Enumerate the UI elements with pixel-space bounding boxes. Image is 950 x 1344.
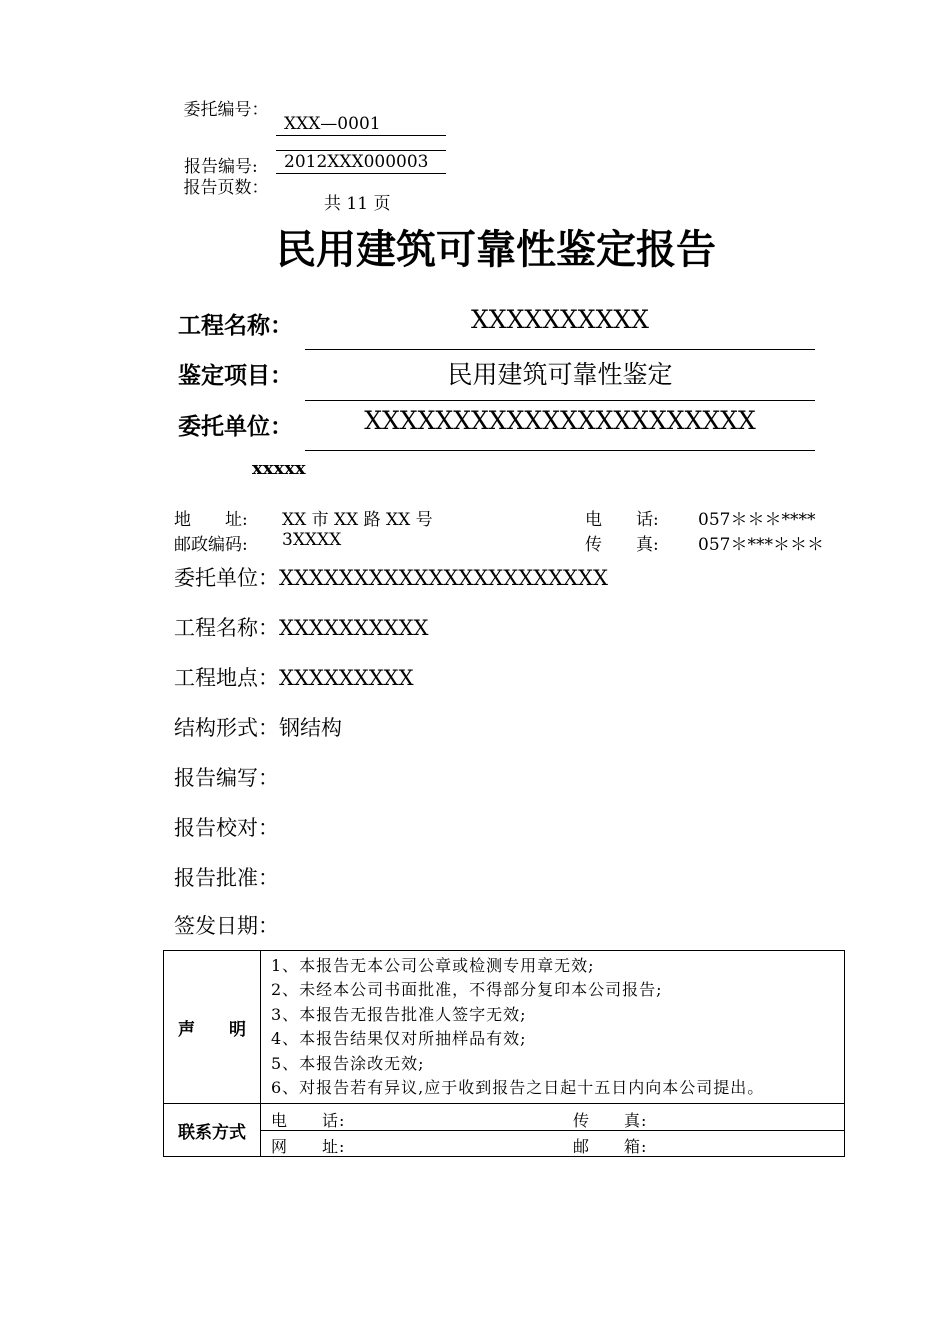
fax-label: 传 真: <box>585 535 659 555</box>
client-label: 委托单位： <box>178 414 293 440</box>
fax-value: 057＊***＊＊＊ <box>698 535 824 555</box>
postcode-value: 3XXXX <box>282 530 342 550</box>
info-report-approver: 报告批准： <box>174 866 279 890</box>
company-name: xxxxx <box>252 458 306 479</box>
contact-row-web <box>261 1131 844 1155</box>
report-no-value: 2012XXX000003 <box>284 152 429 172</box>
contact-heading: 联系方式 <box>164 1104 261 1157</box>
project-name-label: 工程名称： <box>178 313 293 339</box>
commission-no-underline <box>276 135 446 136</box>
page-count-value: 共 11 页 <box>324 194 391 214</box>
contact-phone-label: 电 话: <box>271 1110 346 1130</box>
contact-email-label: 邮 箱: <box>573 1136 648 1156</box>
info-report-author: 报告编写： <box>174 766 279 790</box>
commission-no-label: 委托编号： <box>183 100 269 120</box>
project-name-underline <box>305 349 815 350</box>
declaration-item: 4、本报告结果仅对所抽样品有效; <box>271 1029 527 1048</box>
client-value: XXXXXXXXXXXXXXXXXXXXXX <box>364 406 756 435</box>
phone-label: 电 话: <box>585 510 659 530</box>
info-issue-date: 签发日期： <box>174 914 279 938</box>
inspect-item-underline <box>305 400 815 401</box>
contact-row-phone <box>261 1106 844 1131</box>
info-client: 委托单位：XXXXXXXXXXXXXXXXXXXXXX <box>174 566 608 590</box>
info-structure-type: 结构形式：钢结构 <box>174 716 342 740</box>
inspect-item-label: 鉴定项目： <box>178 363 293 389</box>
postcode-label: 邮政编码: <box>174 535 248 555</box>
address-label: 地 址: <box>174 510 248 530</box>
report-no-underline-bottom <box>276 173 446 174</box>
address-value: XX 市 XX 路 XX 号 <box>282 510 433 530</box>
inspect-item-value: 民用建筑可靠性鉴定 <box>447 360 673 389</box>
page-title: 民用建筑可靠性鉴定报告 <box>276 227 716 273</box>
report-no-label: 报告编号: <box>184 157 258 177</box>
declaration-item: 1、本报告无本公司公章或检测专用章无效; <box>271 955 595 975</box>
declaration-items <box>261 951 845 1104</box>
info-project-location: 工程地点：XXXXXXXXX <box>174 666 414 690</box>
declaration-item: 3、本报告无报告批准人签字无效; <box>271 1004 527 1024</box>
project-name-value: XXXXXXXXXX <box>471 305 649 334</box>
declaration-item: 6、对报告若有异议,应于收到报告之日起十五日内向本公司提出。 <box>271 1078 765 1097</box>
declaration-heading: 声 明 <box>164 951 261 1104</box>
phone-value: 057＊＊＊**** <box>698 510 816 530</box>
client-underline <box>305 450 815 451</box>
contact-fax-label: 传 真: <box>573 1110 648 1130</box>
report-no-underline <box>276 150 446 151</box>
contact-cells <box>261 1104 845 1157</box>
commission-no-value: XXX—0001 <box>284 114 381 134</box>
declaration-item: 2、未经本公司书面批准，不得部分复印本公司报告; <box>271 980 663 999</box>
info-project-name: 工程名称：XXXXXXXXXX <box>174 616 429 640</box>
contact-website-label: 网 址: <box>271 1136 346 1156</box>
info-report-checker: 报告校对： <box>174 816 279 840</box>
declaration-table <box>163 950 845 1157</box>
declaration-item: 5、本报告涂改无效; <box>271 1053 425 1073</box>
page-count-label: 报告页数： <box>183 178 269 198</box>
